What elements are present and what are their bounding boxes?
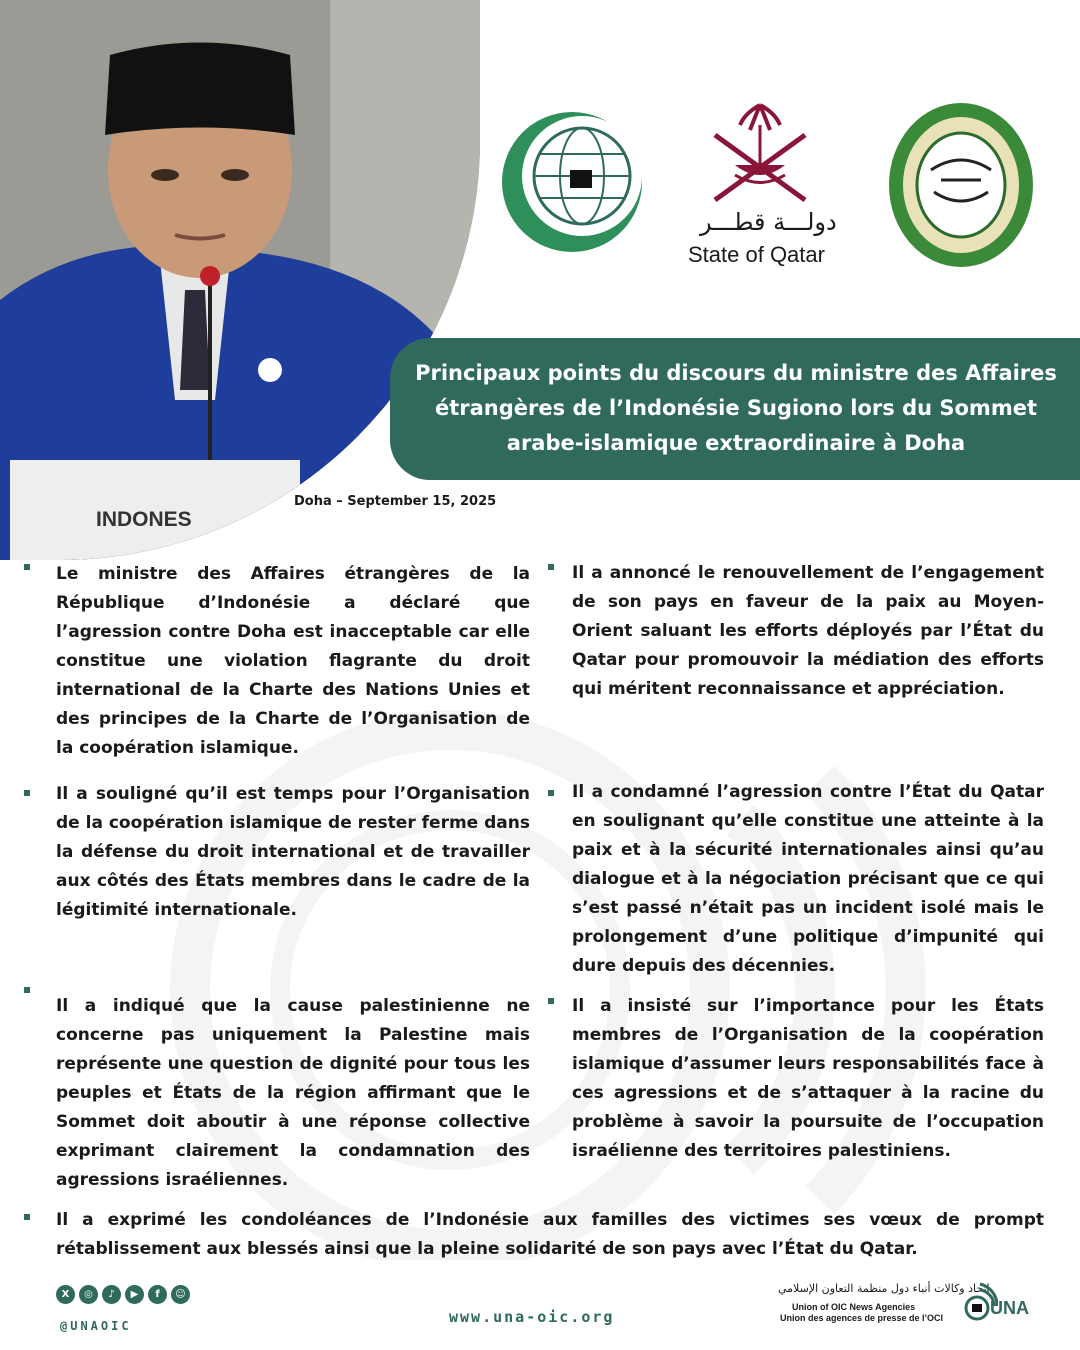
bullet-point-1: Le ministre des Affaires étrangères de la République d’Indonésie a déclaré que l’agression contre Doha est inacceptable car elle constitue une violation flagrante du droit international de la Charte des Nations Unies et des principes de la Charte de l’Organisation de la coopération islamique. (56, 564, 530, 758)
bullet-point-7: Il a exprimé les condoléances de l’Indonésie aux familles des victimes ses vœux de prompt rétablissement aux blessés ainsi que la pleine solidarité de son pays avec l’État du Qatar. (56, 1210, 1044, 1259)
social-handle[interactable]: @UNAOIC (60, 1319, 132, 1333)
facebook-icon[interactable]: f (148, 1285, 167, 1304)
dateline: Doha – September 15, 2025 (294, 494, 497, 509)
x-icon[interactable]: X (56, 1285, 75, 1304)
youtube-icon[interactable]: ▶ (125, 1285, 144, 1304)
bullet-marker (24, 987, 30, 993)
bullet-marker (548, 790, 554, 796)
qatar-arabic-name: دولـــة قطـــر (700, 208, 837, 236)
oic-logo (500, 110, 645, 255)
bullet-marker (548, 564, 554, 570)
bullet-marker (548, 998, 554, 1004)
bullet-point-6: Il a insisté sur l’importance pour les États membres de l’Organisation de la coopération islamique d’assumer leurs responsabilités face à ces agressions et de s’attaquer à la racine du problème à savoir la poursuite de l’occupation israélienne des territoires palestiniens. (572, 996, 1044, 1161)
bullet-marker (24, 564, 30, 570)
union-english-name: Union of OIC News Agencies (792, 1302, 916, 1312)
arab-league-emblem (886, 100, 1036, 270)
union-french-name: Union des agences de presse de l’OCI (780, 1313, 944, 1323)
bullet-marker (24, 790, 30, 796)
bullet-marker (24, 1214, 30, 1220)
qatar-english-name: State of Qatar (688, 242, 825, 267)
una-label: UNA (990, 1298, 1029, 1318)
social-links (56, 1285, 190, 1304)
bullet-point-2: Il a annoncé le renouvellement de l’engagement de son pays en faveur de la paix au Moyen-Orient saluant les efforts déployés par l’État du Qatar pour promouvoir la médiation des efforts qui méritent reconnaissance et appréciation. (572, 563, 1044, 699)
qatar-emblem (705, 95, 815, 210)
page-title: Principaux points du discours du ministre des Affaires étrangères de l’Indonésie Sugiono lors du Sommet arabe-islamique extraordinaire à Doha (415, 361, 1057, 455)
bullet-point-5: Il a indiqué que la cause palestinienne ne concerne pas uniquement la Palestine mais représente une question de dignité pour tous les peuples et États de la région affirmant que le Sommet doit aboutir à une réponse collective exprimant clairement la condamnation des agressions israéliennes. (56, 996, 530, 1190)
bullet-point-3: Il a souligné qu’il est temps pour l’Organisation de la coopération islamique de rester ferme dans la défense du droit international et de travailler aux côtés des États membres dans le cadre de la légitimité internationale. (56, 784, 530, 920)
website-link[interactable]: www.una-oic.org (449, 1308, 615, 1326)
snapchat-icon[interactable]: ☺ (171, 1285, 190, 1304)
bullet-point-4: Il a condamné l’agression contre l’État du Qatar en soulignant qu’elle constitue une atteinte à la paix et à la sécurité internationales ainsi qu’au dialogue et à la négociation précisant que ce qui s’est passé n’était pas un incident isolé mais le prolongement d’une politique d’impunité qui dure depuis des décennies. (572, 782, 1044, 976)
tiktok-icon[interactable]: ♪ (102, 1285, 121, 1304)
instagram-icon[interactable]: ◎ (79, 1285, 98, 1304)
speaker-photo (0, 0, 480, 560)
union-arabic-name: اتحاد وكالات أنباء دول منظمة التعاون الإسلامي (778, 1282, 990, 1295)
nameplate-text: INDONES (96, 508, 192, 531)
